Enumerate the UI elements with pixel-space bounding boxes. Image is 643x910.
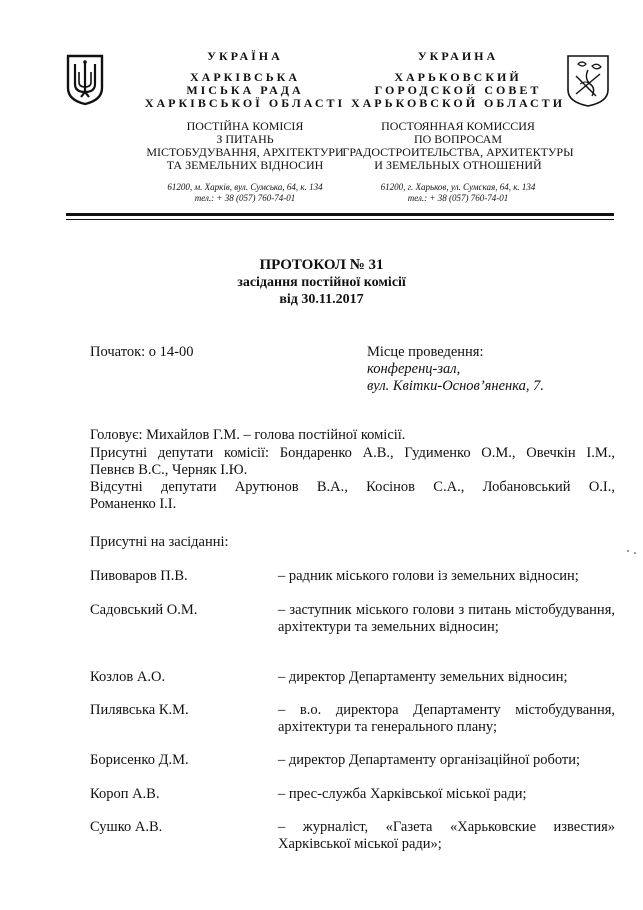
participant-role: – директор Департаменту організаційної роботи; — [278, 752, 581, 768]
place-label: Місце проведення: — [367, 344, 484, 360]
participant-name: Пилявська К.М. — [90, 702, 189, 718]
participant-name: Козлов А.О. — [90, 669, 166, 685]
council-line: ХАРКІВСЬКА — [189, 70, 300, 84]
country-name: УКРАИНА — [417, 49, 499, 63]
participant-name: Борисенко Д.М. — [90, 752, 189, 768]
present-title: Присутні на засіданні: — [90, 534, 229, 550]
commission-name: ПОСТІЙНА КОМІСІЯ З ПИТАНЬ МІСТОБУДУВАННЯ, АРХІТЕКТУРИ ТА ЗЕМЕЛЬНИХ ВІДНОСИН — [146, 119, 344, 172]
present-deputies: Присутні депутати комісії: Бондаренко А.В., Гудименко О.М., Овечкін І.М., Певнєв В.С., Черняк І.Ю. — [90, 445, 615, 478]
participant-name: Садовський О.М. — [90, 602, 198, 618]
protocol-date: від 30.11.2017 — [279, 292, 364, 307]
participant-role: – прес-служба Харківської міської ради; — [278, 786, 527, 802]
protocol-number: ПРОТОКОЛ № 31 — [259, 257, 384, 273]
council-line: ХАРКІВСЬКОЇ ОБЛАСТІ — [144, 96, 346, 110]
header-russian — [338, 50, 578, 204]
chair-line: Головує: Михайлов Г.М. – голова постійної комісії. — [90, 427, 406, 443]
start-time: Початок: о 14-00 — [90, 344, 194, 360]
place-address: вул. Квітки-Основ’яненка, 7. — [367, 378, 545, 394]
coat-of-arms-icon — [66, 54, 104, 106]
scan-speck — [634, 552, 636, 554]
participant-role: – в.о. директора Департаменту містобудування, архітектури та генерального плану; — [278, 702, 615, 735]
scan-speck — [627, 550, 629, 552]
place-room: конференц-зал, — [367, 361, 461, 377]
meeting-place — [367, 344, 597, 395]
participant-role: – заступник міського голови з питань містобудування, архітектури та земельних відносин; — [278, 602, 615, 635]
commission-name: ПОСТОЯННАЯ КОМИССИЯ ПО ВОПРОСАМ ГРАДОСТРОИТЕЛЬСТВА, АРХИТЕКТУРЫ И ЗЕМЕЛЬНЫХ ОТНОШЕНИЙ — [342, 119, 574, 172]
header-ukrainian — [125, 50, 365, 204]
country-name: УКРАЇНА — [207, 49, 283, 63]
council-line: ГОРОДСКОЙ СОВЕТ — [374, 83, 542, 97]
participant-role: – директор Департаменту земельних відносин; — [278, 669, 568, 685]
participant-name: Пивоваров П.В. — [90, 568, 188, 584]
participant-name: Сушко А.В. — [90, 819, 163, 835]
document-title — [0, 257, 643, 308]
council-line: МІСЬКА РАДА — [186, 83, 304, 97]
participant-name: Короп А.В. — [90, 786, 160, 802]
participant-role: – радник міського голови із земельних відносин; — [278, 568, 579, 584]
city-emblem-icon — [566, 54, 610, 108]
participant-role: – журналіст, «Газета «Харьковские известия» Харківської міської ради»; — [278, 819, 615, 852]
header-divider — [66, 213, 614, 216]
address: 61200, г. Харьков, ул. Сумская, 64, к. 134 тел.: + 38 (057) 760-74-01 — [380, 182, 536, 203]
absent-deputies: Відсутні депутати Арутюнов В.А., Косінов С.А., Лобановський О.І., Романенко І.І. — [90, 479, 615, 512]
header-divider-thin — [66, 219, 614, 220]
protocol-subtitle: засідання постійної комісії — [237, 275, 406, 290]
address: 61200, м. Харків, вул. Сумська, 64, к. 134 тел.: + 38 (057) 760-74-01 — [167, 182, 323, 203]
council-line: ХАРЬКОВСКОЙ ОБЛАСТИ — [350, 96, 566, 110]
council-line: ХАРЬКОВСКИЙ — [394, 70, 522, 84]
